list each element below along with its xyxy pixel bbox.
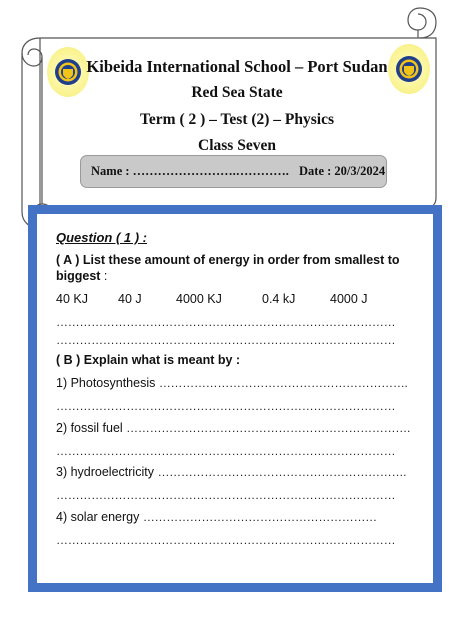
item-label: 2) fossil fuel	[56, 421, 127, 435]
part-b-prompt: ( B ) Explain what is meant by :	[56, 353, 241, 367]
energy-value: 4000 J	[330, 292, 368, 306]
energy-value: 40 J	[118, 292, 142, 306]
student-info-box	[80, 155, 387, 188]
answer-line[interactable]: ……………………………………………………………………………	[56, 399, 396, 413]
part-a-prompt-line2	[56, 269, 107, 283]
energy-value: 0.4 kJ	[262, 292, 296, 306]
answer-line[interactable]: ……………………………………………………………….	[126, 421, 411, 435]
explain-item-solar-energy	[56, 510, 377, 524]
state-name: Red Sea State	[191, 84, 283, 101]
answer-line[interactable]: ……………………………………………………………………………	[56, 315, 396, 329]
answer-line[interactable]: ……………………………………………………….	[157, 465, 407, 479]
name-field[interactable]: Name : …………………….………….	[91, 164, 289, 178]
answer-line[interactable]: ……………………………………………………………………………	[56, 533, 396, 547]
energy-value: 4000 KJ	[176, 292, 222, 306]
term-title: Term ( 2 ) – Test (2) – Physics	[139, 111, 335, 128]
part-a-prompt-bold: biggest	[56, 269, 101, 283]
class-title: Class Seven	[198, 137, 276, 154]
question-title: Question ( 1 ) :	[56, 230, 147, 245]
answer-line[interactable]: ……………………………………………………………………………	[56, 333, 396, 347]
explain-item-fossil-fuel	[56, 421, 410, 435]
part-a-prompt-tail: :	[100, 269, 108, 283]
item-label: 3) hydroelectricity	[56, 465, 158, 479]
date-field: Date : 20/3/2024	[299, 164, 386, 178]
answer-line[interactable]: ……………………………………………………	[142, 510, 377, 524]
answer-line[interactable]: ……………………………………………………….	[158, 376, 408, 390]
item-label: 1) Photosynthesis	[56, 376, 159, 390]
part-a-prompt: ( A ) List these amount of energy in order from smallest to	[56, 253, 400, 267]
explain-item-photosynthesis	[56, 376, 408, 390]
item-label: 4) solar energy	[56, 510, 143, 524]
school-name: Kibeida International School – Port Sudan	[86, 57, 388, 76]
energy-value: 40 KJ	[56, 292, 88, 306]
explain-item-hydroelectricity	[56, 465, 406, 479]
answer-line[interactable]: ……………………………………………………………………………	[56, 488, 396, 502]
answer-line[interactable]: ……………………………………………………………………………	[56, 444, 396, 458]
